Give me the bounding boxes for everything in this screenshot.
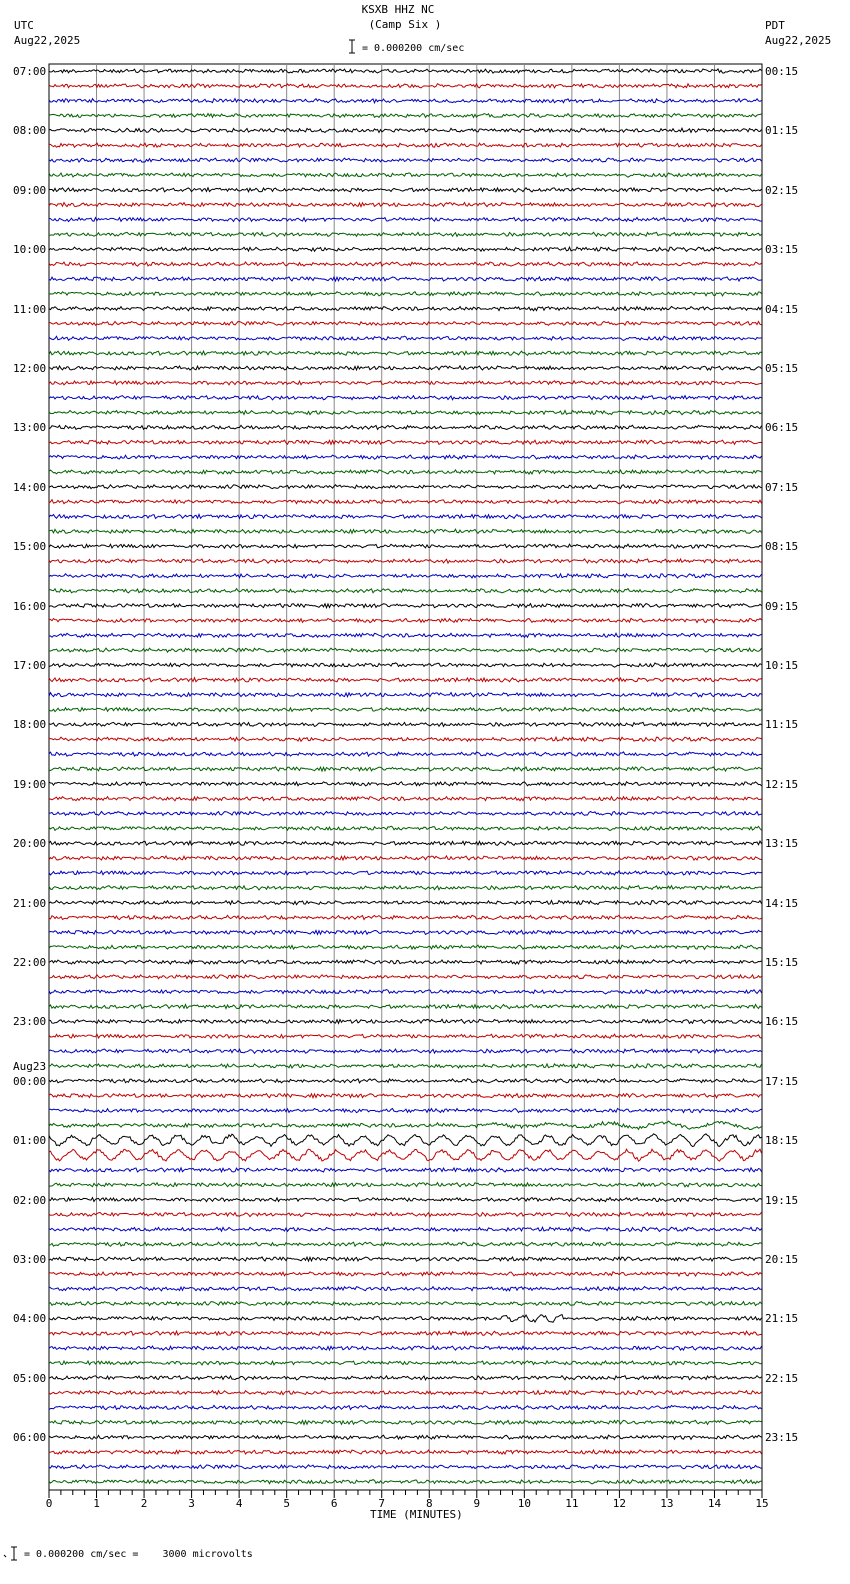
- x-tick-label: 2: [140, 1497, 148, 1510]
- pdt-hour-label: 19:15: [765, 1193, 799, 1207]
- x-tick-label: 3: [188, 1497, 195, 1510]
- trace-line: [49, 1420, 762, 1424]
- pdt-hour-label: 07:15: [765, 480, 799, 494]
- trace-line: [49, 1331, 762, 1335]
- pdt-hour-label: 18:15: [765, 1134, 799, 1148]
- trace-line: [49, 366, 762, 370]
- utc-hour-label: 21:00: [13, 896, 47, 910]
- trace-line: [49, 752, 762, 756]
- trace-line: [49, 158, 762, 162]
- pdt-hour-label: 06:15: [765, 421, 799, 435]
- trace-line: [49, 544, 762, 548]
- trace-line: [49, 351, 762, 355]
- trace-line: [49, 1004, 762, 1008]
- trace-line: [49, 425, 762, 429]
- x-tick-label: 0: [45, 1497, 53, 1510]
- pdt-hour-label: 02:15: [765, 183, 799, 197]
- pdt-hour-label: 00:15: [765, 65, 799, 78]
- trace-line: [49, 811, 762, 815]
- pdt-hour-label: 01:15: [765, 124, 799, 138]
- trace-line: [49, 1019, 762, 1023]
- trace-line: [49, 930, 762, 934]
- pdt-hour-label: 13:15: [765, 837, 799, 851]
- trace-line: [49, 1272, 762, 1276]
- utc-hour-label: 15:00: [13, 540, 47, 554]
- utc-hour-label: 22:00: [13, 956, 47, 969]
- trace-line: [49, 84, 762, 88]
- pdt-hour-label: 03:15: [765, 243, 799, 257]
- trace-line: [49, 1121, 762, 1129]
- pdt-hour-label: 21:15: [765, 1312, 799, 1326]
- trace-line: [49, 1405, 762, 1409]
- pdt-hour-label: 14:15: [765, 896, 799, 910]
- left-timezone: UTC: [14, 19, 34, 32]
- utc-hour-label: 05:00: [13, 1371, 47, 1385]
- trace-line: [49, 1149, 762, 1161]
- x-tick-label: 6: [330, 1497, 338, 1510]
- trace-line: [49, 217, 762, 221]
- trace-line: [49, 1287, 762, 1291]
- trace-line: [49, 826, 762, 830]
- trace-line: [49, 604, 762, 608]
- trace-line: [49, 693, 762, 697]
- pdt-hour-label: 16:15: [765, 1015, 799, 1029]
- trace-line: [49, 173, 762, 177]
- utc-hour-label: 06:00: [13, 1431, 47, 1445]
- x-tick-label: 4: [235, 1497, 243, 1510]
- footer-scale-label: = 0.000200 cm/sec = 3000 microvolts: [24, 1549, 253, 1560]
- trace-line: [49, 886, 762, 890]
- pdt-hour-label: 20:15: [765, 1253, 799, 1266]
- trace-line: [49, 990, 762, 994]
- x-tick-label: 15: [755, 1497, 769, 1510]
- trace-line: [49, 960, 762, 964]
- trace-line: [49, 69, 762, 73]
- trace-line: [49, 529, 762, 533]
- x-tick-label: 7: [378, 1497, 386, 1510]
- trace-line: [49, 589, 762, 593]
- utc-hour-label: 14:00: [13, 480, 47, 494]
- x-tick-label: 14: [707, 1497, 722, 1510]
- x-tick-label: 11: [565, 1497, 579, 1510]
- trace-line: [49, 1257, 762, 1261]
- trace-line: [49, 500, 762, 504]
- trace-line: [49, 782, 762, 786]
- x-tick-label: 12: [612, 1497, 627, 1510]
- trace-line: [49, 1227, 762, 1231]
- trace-line: [49, 1480, 762, 1484]
- trace-line: [49, 99, 762, 103]
- station-title: KSXB HHZ NC: [361, 3, 435, 16]
- utc-hour-label: 10:00: [13, 243, 47, 257]
- trace-line: [49, 915, 762, 919]
- trace-line: [49, 514, 762, 518]
- trace-line: [49, 559, 762, 563]
- trace-line: [49, 648, 762, 652]
- trace-line: [49, 202, 762, 206]
- x-tick-label: 10: [517, 1497, 531, 1510]
- trace-line: [49, 143, 762, 147]
- trace-line: [49, 396, 762, 400]
- trace-line: [49, 574, 762, 578]
- trace-line: [49, 455, 762, 459]
- trace-line: [49, 1094, 762, 1098]
- trace-line: [49, 1034, 762, 1038]
- pdt-hour-label: 04:15: [765, 302, 799, 316]
- trace-line: [49, 1242, 762, 1246]
- trace-line: [49, 128, 762, 132]
- utc-hour-label: 16:00: [13, 599, 47, 613]
- trace-line: [49, 321, 762, 325]
- utc-hour-label: 07:00: [13, 65, 47, 78]
- trace-line: [49, 1302, 762, 1306]
- trace-line: [49, 618, 762, 622]
- trace-line: [49, 1346, 762, 1350]
- utc-hour-label: 00:00: [13, 1074, 47, 1088]
- trace-line: [49, 1079, 762, 1083]
- trace-line: [49, 188, 762, 192]
- utc-hour-label: 19:00: [13, 777, 47, 791]
- trace-line: [49, 336, 762, 340]
- utc-hour-label: 23:00: [13, 1015, 47, 1029]
- trace-line: [49, 797, 762, 801]
- trace-line: [49, 945, 762, 949]
- trace-line: [49, 663, 762, 667]
- pdt-hour-label: 05:15: [765, 362, 799, 375]
- x-tick-label: 5: [283, 1497, 290, 1510]
- trace-line: [49, 856, 762, 860]
- pdt-hour-label: 10:15: [765, 659, 799, 672]
- x-tick-label: 8: [425, 1497, 433, 1510]
- trace-line: [49, 1435, 762, 1439]
- x-tick-label: 13: [660, 1497, 674, 1510]
- footer-scale-icon: [0, 1544, 22, 1564]
- trace-line: [49, 1450, 762, 1454]
- x-tick-label: 1: [93, 1497, 100, 1510]
- utc-hour-label: 03:00: [13, 1253, 47, 1266]
- trace-line: [49, 1183, 762, 1187]
- utc-hour-label: 12:00: [13, 362, 47, 375]
- trace-line: [49, 277, 762, 281]
- utc-hour-label: 04:00: [13, 1312, 47, 1326]
- trace-line: [49, 440, 762, 444]
- trace-line: [49, 900, 762, 904]
- trace-line: [49, 1168, 762, 1172]
- utc-hour-label: 18:00: [13, 718, 47, 732]
- pdt-hour-label: 09:15: [765, 599, 799, 613]
- trace-line: [49, 262, 762, 266]
- utc-hour-label: 17:00: [13, 659, 47, 672]
- utc-hour-label: 20:00: [13, 837, 47, 851]
- trace-line: [49, 871, 762, 875]
- trace-line: [49, 1064, 762, 1068]
- trace-line: [49, 767, 762, 771]
- trace-line: [49, 381, 762, 385]
- trace-line: [49, 975, 762, 979]
- trace-line: [49, 708, 762, 712]
- trace-line: [49, 633, 762, 637]
- scale-label: = 0.000200 cm/sec: [362, 43, 465, 54]
- trace-line: [49, 292, 762, 296]
- x-tick-label: 9: [473, 1497, 481, 1510]
- pdt-hour-label: 11:15: [765, 718, 799, 732]
- right-timezone: PDT: [765, 19, 785, 32]
- trace-line: [49, 678, 762, 682]
- utc-hour-label: 02:00: [13, 1193, 47, 1207]
- trace-line: [49, 470, 762, 474]
- trace-line: [49, 114, 762, 118]
- trace-line: [49, 1049, 762, 1053]
- pdt-hour-label: 22:15: [765, 1371, 799, 1385]
- station-location: (Camp Six ): [368, 18, 442, 31]
- trace-line: [49, 1108, 762, 1112]
- trace-line: [49, 1134, 762, 1147]
- trace-line: [49, 722, 762, 726]
- trace-line: [49, 410, 762, 414]
- trace-line: [49, 841, 762, 845]
- trace-line: [49, 485, 762, 489]
- utc-hour-label: 11:00: [13, 302, 47, 316]
- utc-hour-label: 09:00: [13, 183, 47, 197]
- trace-line: [49, 1212, 762, 1216]
- trace-line: [49, 1391, 762, 1395]
- trace-line: [49, 737, 762, 741]
- date-change-label: Aug23: [13, 1059, 47, 1073]
- x-axis-label: TIME (MINUTES): [370, 1508, 463, 1521]
- left-date: Aug22,2025: [14, 34, 81, 47]
- trace-line: [49, 1465, 762, 1469]
- utc-hour-label: 08:00: [13, 124, 47, 138]
- utc-hour-label: 01:00: [13, 1134, 47, 1148]
- trace-line: [49, 247, 762, 251]
- utc-hour-label: 13:00: [13, 421, 47, 435]
- right-date: Aug22,2025: [765, 34, 832, 47]
- pdt-hour-label: 23:15: [765, 1431, 799, 1445]
- trace-line: [49, 232, 762, 236]
- pdt-hour-label: 12:15: [765, 777, 799, 791]
- pdt-hour-label: 15:15: [765, 956, 799, 969]
- trace-line: [49, 1361, 762, 1365]
- trace-line: [49, 1315, 762, 1323]
- pdt-hour-label: 08:15: [765, 540, 799, 554]
- pdt-hour-label: 17:15: [765, 1074, 799, 1088]
- trace-line: [49, 1198, 762, 1202]
- trace-line: [49, 1376, 762, 1380]
- trace-line: [49, 306, 762, 310]
